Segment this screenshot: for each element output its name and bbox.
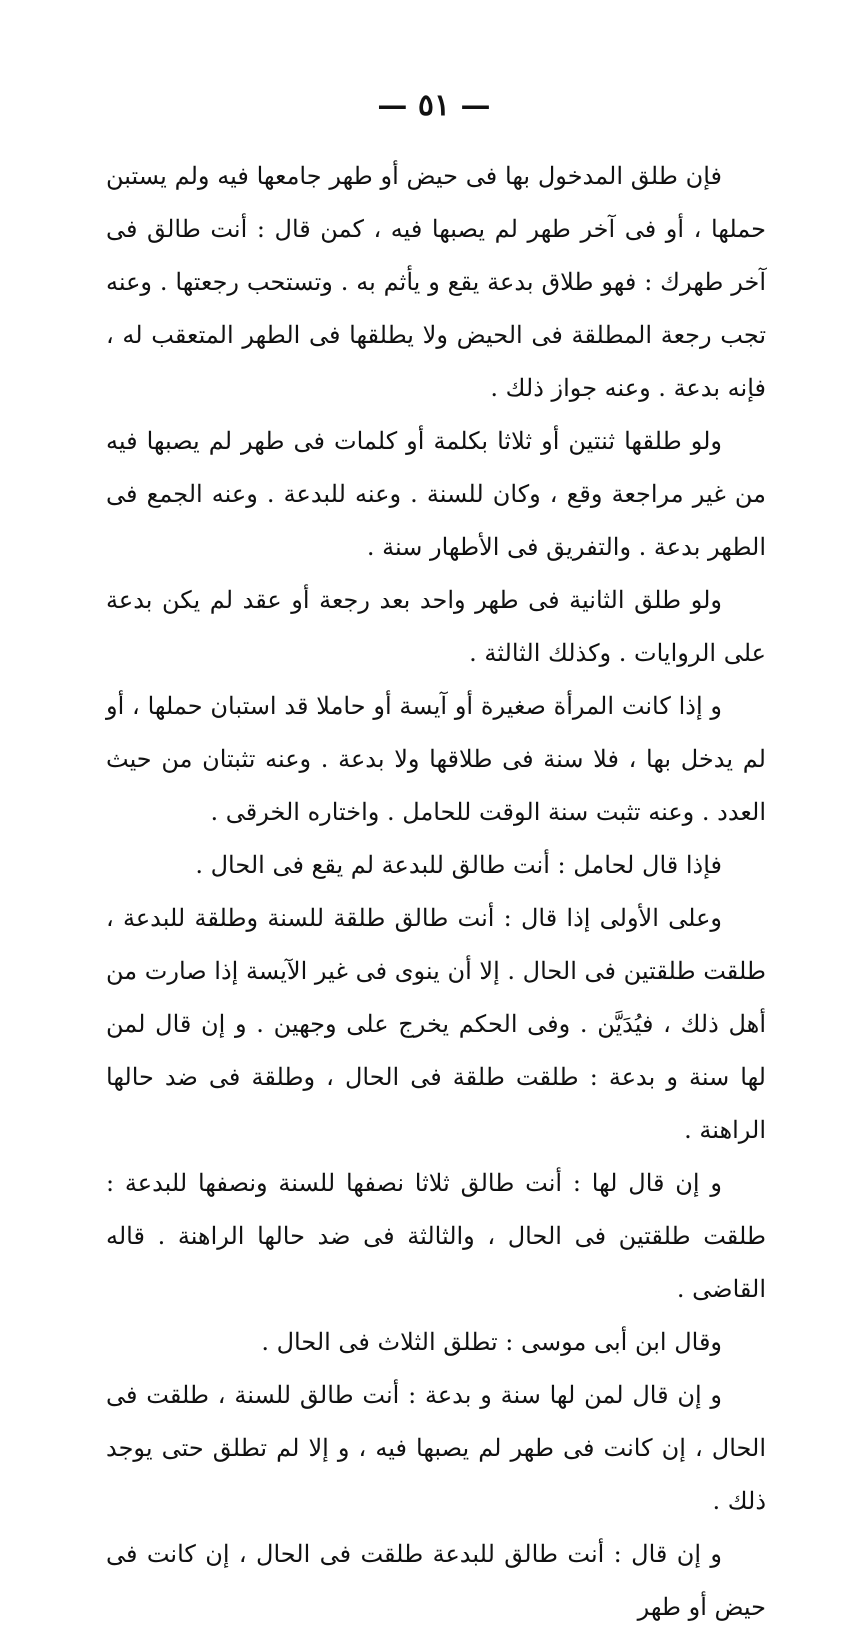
body-text [106, 150, 766, 1634]
paragraph-5: فإذا قال لحامل : أنت طالق للبدعة لم يقع فى الحال . [195, 851, 722, 879]
paragraph-2: ولو طلقها ثنتين أو ثلاثا بكلمة أو كلمات فى طهر لم يصبها فيه من غير مراجعة وقع ، وكان للسنة . وعنه للبدعة . وعنه الجمع فى الطهر بدعة . والتفريق فى الأطهار سنة . [106, 427, 766, 561]
paragraph-9: و إن قال لمن لها سنة و بدعة : أنت طالق للسنة ، طلقت فى الحال ، إن كانت فى طهر لم يصبها فيه ، و إلا لم تطلق حتى يوجد ذلك . [106, 1381, 766, 1515]
paragraph-1: فإن طلق المدخول بها فى حيض أو طهر جامعها فيه ولم يستبن حملها ، أو فى آخر طهر لم يصبها فيه ، كمن قال : أنت طالق فى آخر طهرك : فهو طلاق بدعة يقع و يأثم به . وتستحب رجعتها . وعنه تجب رجعة المطلقة فى الحيض ولا يطلقها فى الطهر المتعقب له ، فإنه بدعة . وعنه جواز ذلك . [106, 162, 766, 402]
paragraph-3: ولو طلق الثانية فى طهر واحد بعد رجعة أو عقد لم يكن بدعة على الروايات . وكذلك الثالثة . [106, 586, 766, 667]
paragraph-10: و إن قال : أنت طالق للبدعة طلقت فى الحال ، إن كانت فى حيض أو طهر [106, 1540, 766, 1621]
paragraph-8: وقال ابن أبى موسى : تطلق الثلاث فى الحال . [261, 1328, 722, 1356]
paragraph-4: و إذا كانت المرأة صغيرة أو آيسة أو حاملا قد استبان حملها ، أو لم يدخل بها ، فلا سنة فى طلاقها ولا بدعة . وعنه تثبتان من حيث العدد . وعنه تثبت سنة الوقت للحامل . واختاره الخرقى . [106, 692, 766, 826]
paragraph-6: وعلى الأولى إذا قال : أنت طالق طلقة للسنة وطلقة للبدعة ، طلقت طلقتين فى الحال . إلا أن ينوى فى غير الآيسة إذا صارت من أهل ذلك ، فيُدَيَّن . وفى الحكم يخرج على وجهين . و إن قال لمن لها سنة و بدعة : طلقت طلقة فى الحال ، وطلقة فى ضد حالها الراهنة . [106, 904, 766, 1144]
paragraph-7: و إن قال لها : أنت طالق ثلاثا نصفها للسنة ونصفها للبدعة : طلقت طلقتين فى الحال ، والثالثة فى ضد حالها الراهنة . قاله القاضى . [106, 1169, 766, 1303]
page-number: — ٥١ — [377, 88, 491, 123]
